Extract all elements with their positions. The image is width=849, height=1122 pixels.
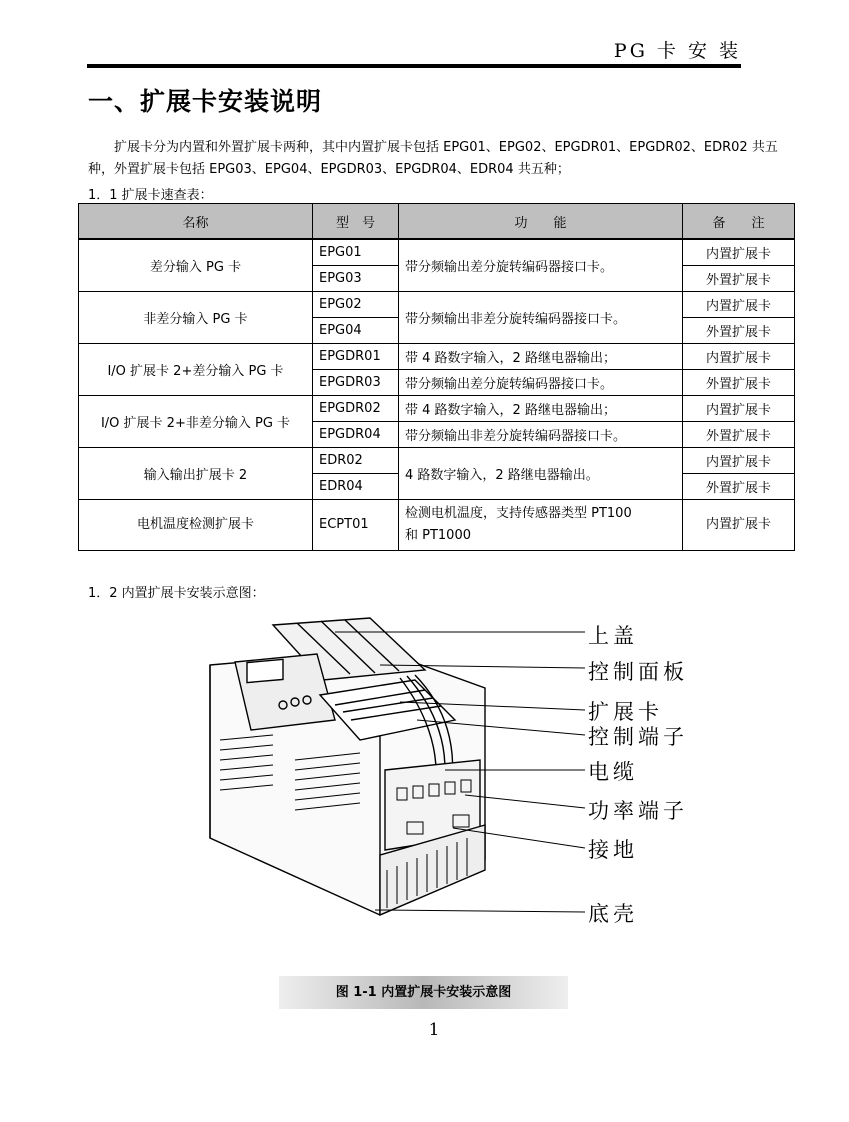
- figure-caption: 图 1-1 内置扩展卡安装示意图: [279, 976, 568, 1009]
- card-note: 内置扩展卡: [683, 500, 795, 551]
- card-note: 内置扩展卡: [683, 292, 795, 318]
- intro-text: 扩展卡分为内置和外置扩展卡两种，其中内置扩展卡包括 EPG01、EPG02、EPGDR01、EPGDR02、EDR02 共五种，外置扩展卡包括 EPG03、EPG04、EPGDR03、EPGDR04、EDR04 共五种；: [88, 140, 778, 177]
- table-row: [79, 500, 795, 551]
- card-function: 带分频输出差分旋转编码器接口卡。: [399, 239, 683, 292]
- card-function: [399, 500, 683, 551]
- card-function: 带 4 路数字输入，2 路继电器输出；: [399, 344, 683, 370]
- label-top-cover: 上盖: [588, 624, 638, 648]
- header-name: 名称: [79, 204, 313, 240]
- header-function: 功 能: [399, 204, 683, 240]
- subsection-install-diagram: 1．2 内置扩展卡安装示意图：: [88, 586, 265, 601]
- table-row: [79, 396, 795, 422]
- header-rule: [87, 64, 741, 68]
- card-model: EDR04: [313, 474, 399, 500]
- table-row: [79, 292, 795, 318]
- label-ground: 接地: [588, 838, 638, 862]
- card-model: EPG01: [313, 239, 399, 266]
- card-model: EPG02: [313, 292, 399, 318]
- card-name: 输入输出扩展卡 2: [79, 448, 313, 500]
- card-name: I/O 扩展卡 2+非差分输入 PG 卡: [79, 396, 313, 448]
- label-control-terminal: 控制端子: [588, 725, 688, 749]
- label-power-terminal: 功率端子: [588, 799, 688, 823]
- card-function: 带分频输出差分旋转编码器接口卡。: [399, 370, 683, 396]
- card-function: 带分频输出非差分旋转编码器接口卡。: [399, 292, 683, 344]
- card-note: 内置扩展卡: [683, 344, 795, 370]
- card-function-line: 和 PT1000: [405, 528, 471, 543]
- card-model: EDR02: [313, 448, 399, 474]
- card-function: 4 路数字输入，2 路继电器输出。: [399, 448, 683, 500]
- table-row: [79, 448, 795, 474]
- card-model: EPGDR03: [313, 370, 399, 396]
- card-model: ECPT01: [313, 500, 399, 551]
- card-note: 内置扩展卡: [683, 239, 795, 266]
- label-control-panel: 控制面板: [588, 660, 688, 684]
- card-note: 内置扩展卡: [683, 396, 795, 422]
- card-name: 差分输入 PG 卡: [79, 239, 313, 292]
- card-note: 外置扩展卡: [683, 422, 795, 448]
- label-cable: 电缆: [588, 760, 638, 784]
- card-model: EPG04: [313, 318, 399, 344]
- card-note: 外置扩展卡: [683, 318, 795, 344]
- expansion-card-table: [78, 203, 795, 551]
- card-name: 电机温度检测扩展卡: [79, 500, 313, 551]
- card-note: 外置扩展卡: [683, 370, 795, 396]
- card-model: EPGDR01: [313, 344, 399, 370]
- table-row: [79, 239, 795, 266]
- card-note: 外置扩展卡: [683, 474, 795, 500]
- card-model: EPGDR04: [313, 422, 399, 448]
- card-note: 外置扩展卡: [683, 266, 795, 292]
- card-name: 非差分输入 PG 卡: [79, 292, 313, 344]
- header-model: 型 号: [313, 204, 399, 240]
- label-bottom-shell: 底壳: [588, 902, 638, 926]
- section-title: 一、扩展卡安装说明: [88, 87, 323, 116]
- card-note: 内置扩展卡: [683, 448, 795, 474]
- table-header-row: [79, 204, 795, 240]
- card-function: 带分频输出非差分旋转编码器接口卡。: [399, 422, 683, 448]
- card-function-line: 检测电机温度，支持传感器类型 PT100: [405, 506, 632, 521]
- card-model: EPG03: [313, 266, 399, 292]
- header-note: 备 注: [683, 204, 795, 240]
- label-expansion-card: 扩展卡: [588, 700, 663, 724]
- subsection-quick-table: 1．1 扩展卡速查表：: [88, 188, 213, 203]
- card-function: 带 4 路数字输入，2 路继电器输出；: [399, 396, 683, 422]
- card-model: EPGDR02: [313, 396, 399, 422]
- card-name: I/O 扩展卡 2+差分输入 PG 卡: [79, 344, 313, 396]
- page-header-title: PG 卡 安 装: [613, 40, 741, 62]
- intro-paragraph: [88, 137, 788, 181]
- table-row: [79, 344, 795, 370]
- page-number: 1: [428, 1020, 440, 1040]
